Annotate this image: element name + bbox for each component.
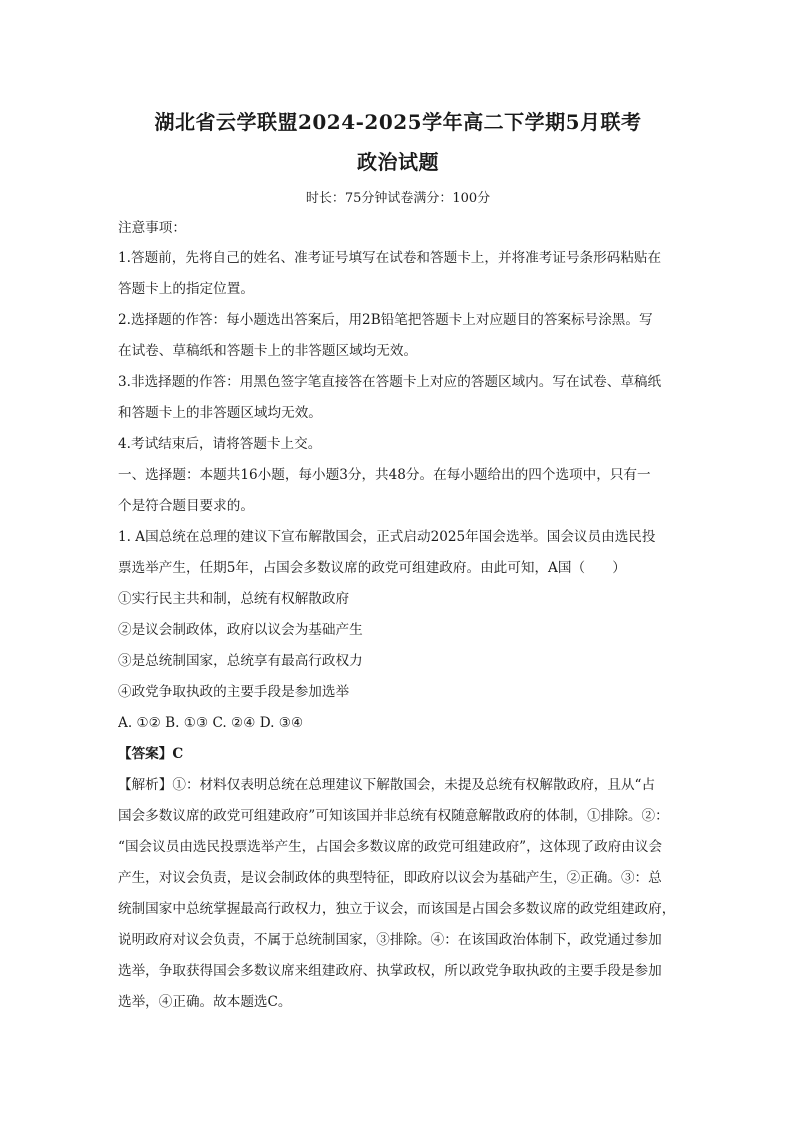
analysis-line: “国会议员由选民投票选举产生，占国会多数议席的政党可组建政府”，这体现了政府由议会	[118, 839, 663, 855]
option-item: ②是议会制政体，政府以议会为基础产生	[118, 622, 363, 638]
question-stem: 票选举产生，任期5年，占国会多数议席的政党可组建政府。由此可知，A国（ ）	[118, 560, 626, 576]
exam-meta: 时长：75分钟试卷满分：100分	[305, 191, 491, 206]
answer-choices: A. ①② B. ①③ C. ②④ D. ③④	[118, 715, 304, 731]
notice-line: 3.非选择题的作答：用黑色签字笔直接答在答题卡上对应的答题区域内。写在试卷、草稿纸	[118, 374, 662, 390]
exam-title: 湖北省云学联盟2024-2025学年高二下学期5月联考	[154, 110, 642, 134]
analysis-line: 统制国家中总统掌握最高行政权力，独立于议会，而该国是占国会多数议席的政党组建政府，	[118, 901, 676, 917]
analysis-line: 选举，④正确。故本题选C。	[118, 994, 292, 1010]
subject-title: 政治试题	[357, 150, 439, 174]
section-heading: 个是符合题目要求的。	[118, 498, 254, 514]
analysis-line: 【解析】①：材料仅表明总统在总理建议下解散国会，未提及总统有权解散政府，且从“占	[118, 777, 656, 793]
notice-line: 4.考试结束后，请将答题卡上交。	[118, 436, 322, 452]
notice-heading: 注意事项：	[118, 220, 186, 236]
section-heading: 一、选择题：本题共16小题，每小题3分，共48分。在每小题给出的四个选项中，只有一	[118, 467, 651, 483]
notice-line: 在试卷、草稿纸和答题卡上的非答题区域均无效。	[118, 343, 418, 359]
notice-line: 2.选择题的作答：每小题选出答案后，用2B铅笔把答题卡上对应题目的答案标号涂黑。写	[118, 312, 653, 328]
question-stem: 1. A国总统在总理的建议下宣布解散国会，正式启动2025年国会选举。国会议员由选民投	[118, 529, 656, 545]
option-item: ③是总统制国家，总统享有最高行政权力	[118, 653, 363, 669]
option-item: ④政党争取执政的主要手段是参加选举	[118, 684, 350, 700]
notice-line: 和答题卡上的非答题区域均无效。	[118, 405, 322, 421]
notice-line: 答题卡上的指定位置。	[118, 281, 254, 297]
notice-line: 1.答题前，先将自己的姓名、准考证号填写在试卷和答题卡上，并将准考证号条形码粘贴在	[118, 250, 662, 266]
analysis-line: 说明政府对议会负责，不属于总统制国家，③排除。④：在该国政治体制下，政党通过参加	[118, 932, 662, 948]
analysis-line: 产生，对议会负责，是议会制政体的典型特征，即政府以议会为基础产生，②正确。③：总	[118, 870, 662, 886]
analysis-line: 选举，争取获得国会多数议席来组建政府、执掌政权，所以政党争取执政的主要手段是参加	[118, 963, 662, 979]
analysis-line: 国会多数议席的政党可组建政府”可知该国并非总统有权随意解散政府的体制，①排除。②：	[118, 808, 669, 824]
answer: 【答案】C	[118, 746, 184, 762]
option-item: ①实行民主共和制，总统有权解散政府	[118, 591, 350, 607]
